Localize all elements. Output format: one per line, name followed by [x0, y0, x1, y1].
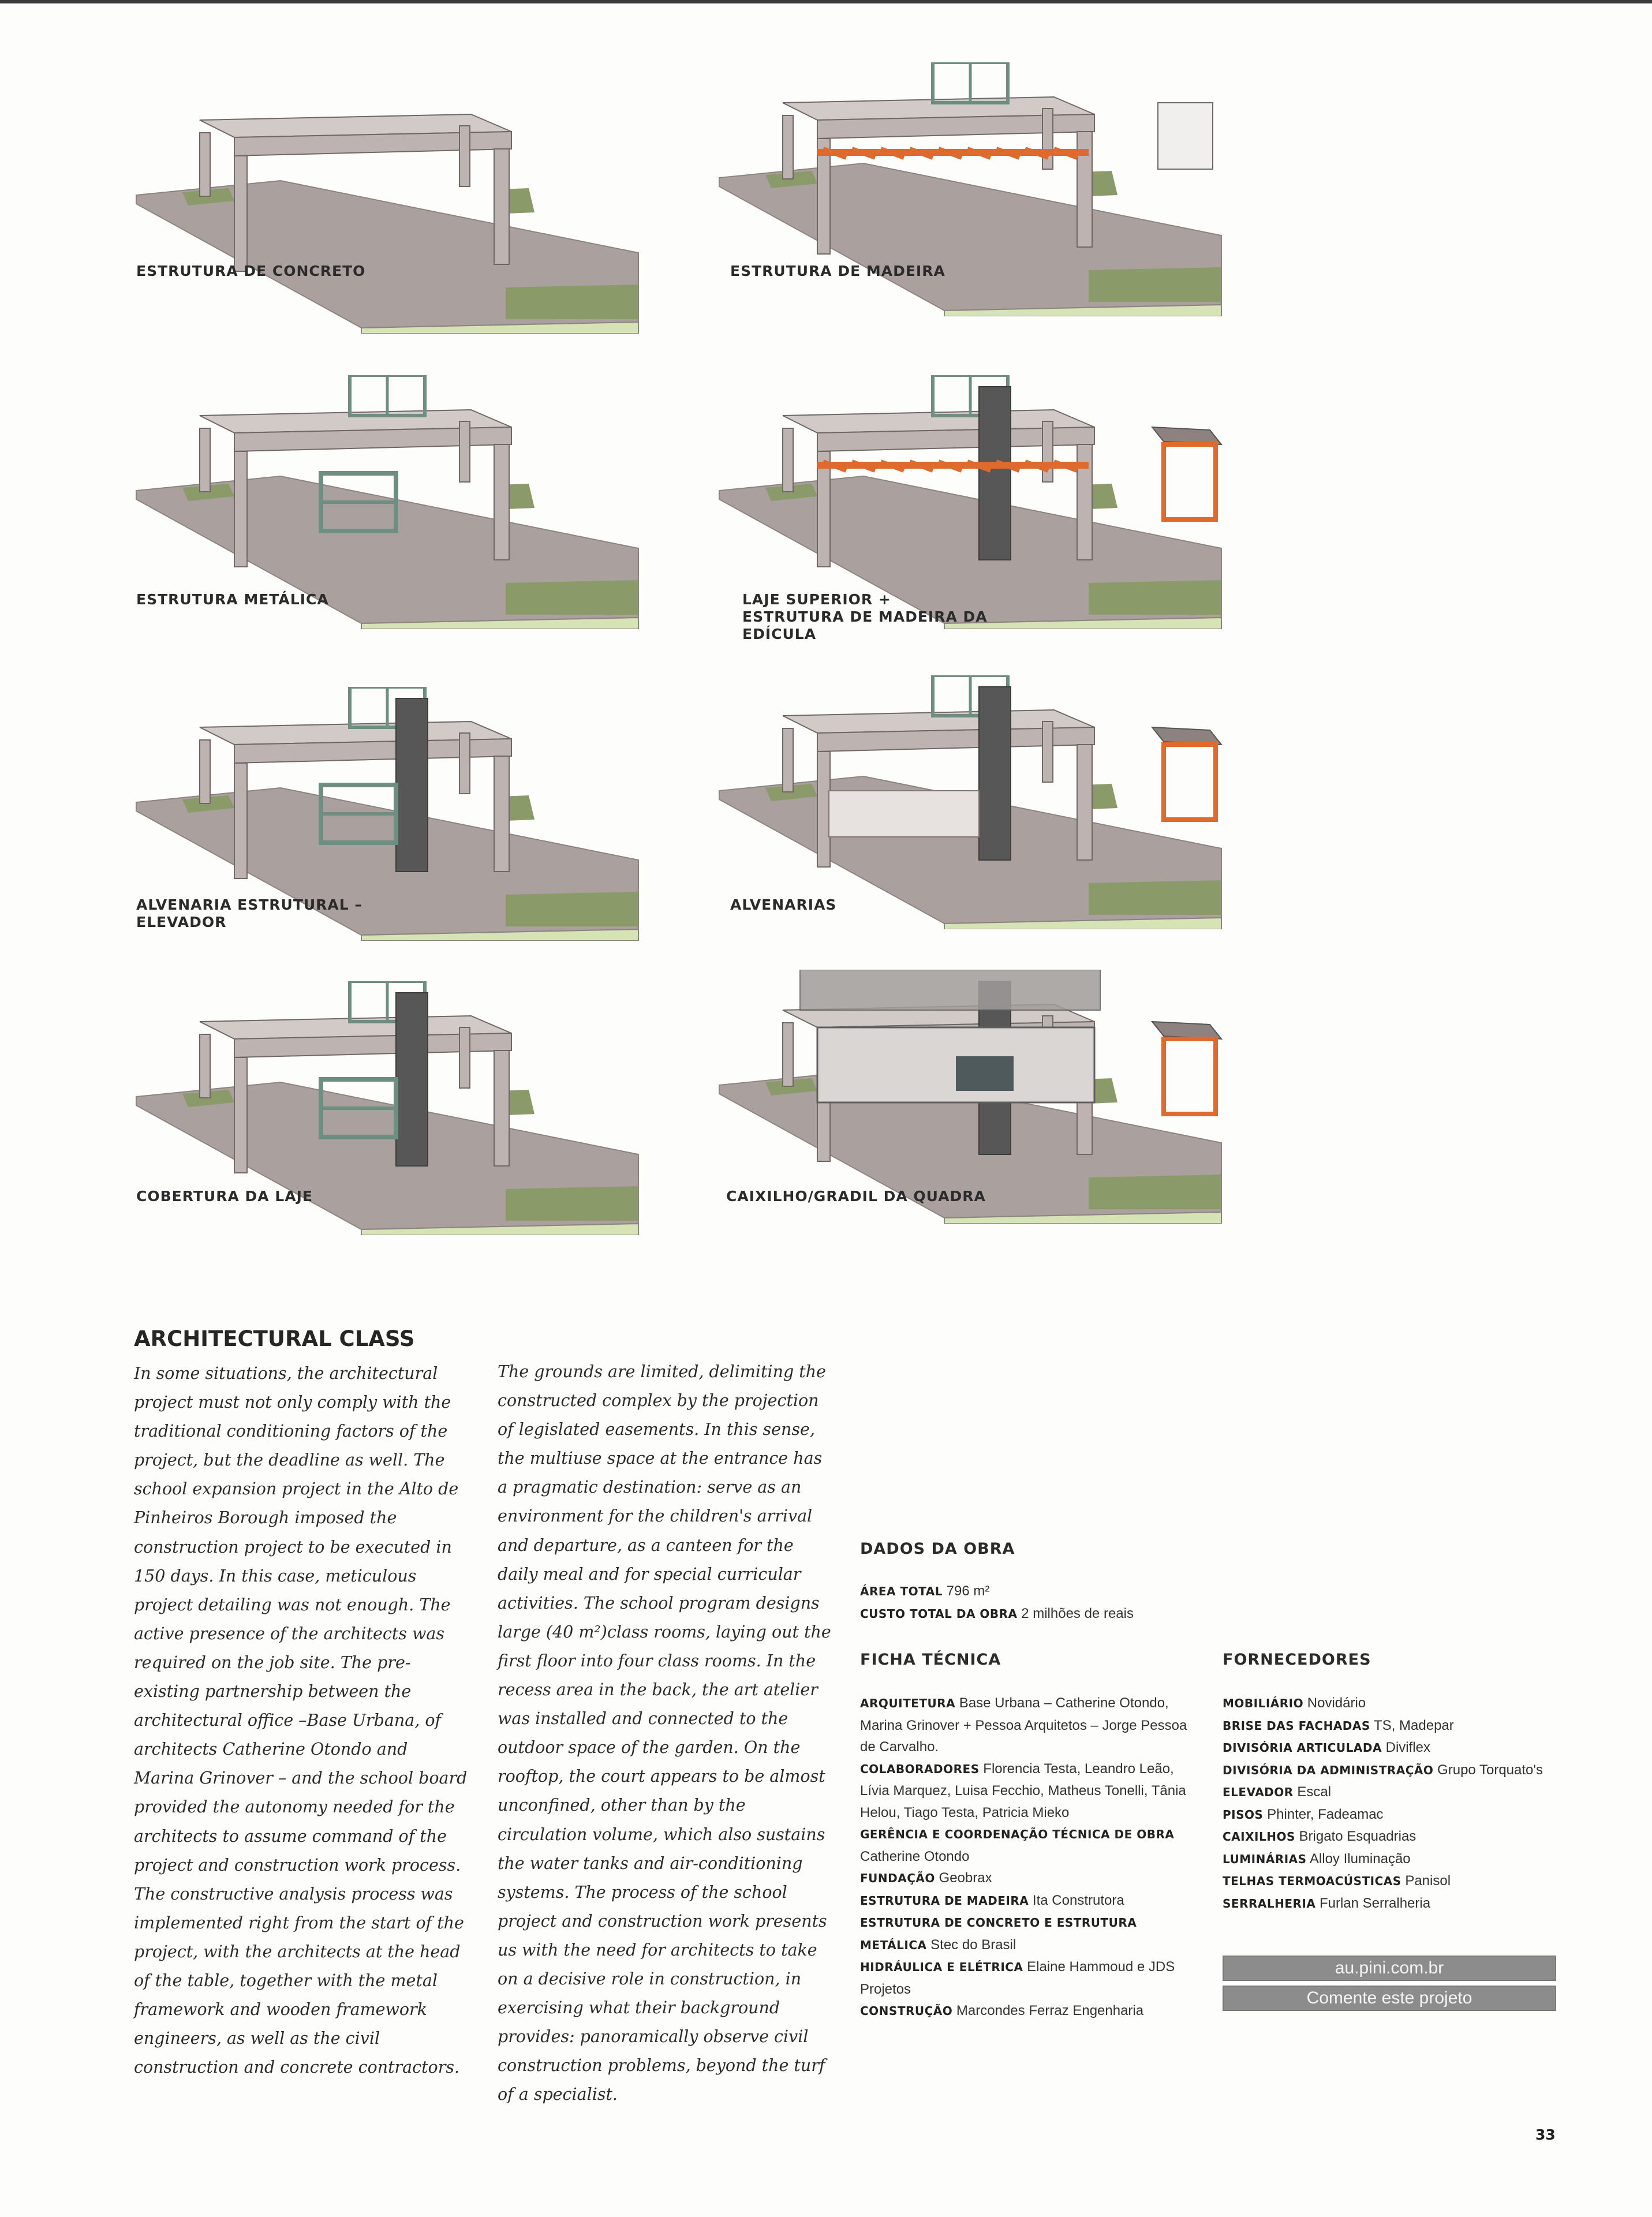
- caption-upper-slab-annex: LAJE SUPERIOR + ESTRUTURA DE MADEIRA DA EDÍCULA: [742, 591, 988, 642]
- dados-item: [860, 1580, 1183, 1603]
- fornecedores-item-value: Panisol: [1401, 1873, 1451, 1889]
- ficha-item-label: CONSTRUÇÃO: [860, 2004, 953, 2018]
- fornecedores-item: [1223, 1848, 1569, 1871]
- diagram-masonry: [713, 675, 1325, 929]
- ficha-title: FICHA TÉCNICA: [860, 1651, 1001, 1669]
- column: [234, 1057, 247, 1173]
- column: [459, 1027, 470, 1088]
- caption-timber-structure: ESTRUTURA DE MADEIRA: [730, 263, 945, 279]
- ficha-item-label: COLABORADORES: [860, 1762, 980, 1776]
- ficha-item-value: Ita Construtora: [1029, 1892, 1124, 1908]
- fornecedores-title: FORNECEDORES: [1223, 1651, 1371, 1669]
- lawn-right: [1089, 580, 1221, 615]
- ficha-item: [860, 1890, 1195, 1912]
- ficha-item: [860, 1912, 1195, 1956]
- fornecedores-item-label: MOBILIÁRIO: [1223, 1696, 1304, 1710]
- dados-list: [860, 1580, 1183, 1625]
- fornecedores-item-label: PISOS: [1223, 1807, 1264, 1822]
- fornecedores-item-value: Brigato Esquadrias: [1295, 1829, 1416, 1844]
- annex-roof: [1152, 727, 1221, 745]
- timber-ledger: [817, 149, 1089, 156]
- ficha-item: [860, 1956, 1195, 2000]
- fornecedores-item-value: Grupo Torquato's: [1433, 1762, 1543, 1778]
- annex-timber-frame: [1164, 745, 1216, 820]
- column: [494, 756, 509, 872]
- article-column-2-text: The grounds are limited, delimiting the constructed complex by the projection of legislated easements. In this sense, the multiuse space at the entrance has a pragmatic destination: serve as an environment for the children's arrival and departure, as a canteen for the daily meal and for special curricular activities. The school program designs large (40 m²)class rooms, laying out the first floor into four class rooms. In the recess area in the back, the art atelier was installed and connected to the outdoor space of the garden. On the rooftop, the court appears to be almost unconfined, other than by the circulation volume, which also sustains the water tanks and air-conditioning systems. The process of the school project and construction work presents us with the need for architects to take on a decisive role in construction, in exercising what their background provides: panoramically observe civil construction problems, beyond the turf of a specialist.: [498, 1362, 831, 2104]
- ficha-item-label: ARQUITETURA: [860, 1696, 956, 1710]
- ficha-item: [860, 1823, 1195, 1867]
- fornecedores-item-value: Diviflex: [1381, 1740, 1430, 1755]
- ficha-item-value: Catherine Otondo: [860, 1848, 970, 1864]
- column: [783, 428, 793, 492]
- column: [234, 451, 247, 567]
- fornecedores-item-label: DIVISÓRIA ARTICULADA: [1223, 1741, 1382, 1755]
- ficha-item-label: FUNDAÇÃO: [860, 1871, 935, 1885]
- fornecedores-item: [1223, 1759, 1569, 1782]
- column: [459, 421, 470, 482]
- masonry-wall: [829, 791, 979, 837]
- ficha-item-value: Elaine Hammoud e JDS Projetos: [860, 1959, 1175, 1997]
- column: [1077, 745, 1092, 860]
- top-rule: [0, 0, 1652, 3]
- caption-structural-masonry-elevator: ALVENARIA ESTRUTURAL – ELEVADOR: [136, 896, 362, 930]
- ficha-item-value: Base Urbana – Catherine Otondo, Marina Grinover + Pessoa Arquitetos – Jorge Pessoa de Carvalho.: [860, 1695, 1187, 1755]
- dados-item-value: 796 m²: [942, 1583, 990, 1599]
- fornecedores-item-label: SERRALHERIA: [1223, 1896, 1316, 1911]
- column: [234, 763, 247, 878]
- column: [494, 149, 509, 264]
- ficha-item-value: Stec do Brasil: [926, 1936, 1016, 1953]
- dados-title: DADOS DA OBRA: [860, 1540, 1015, 1558]
- article-column-1: [134, 1359, 469, 2082]
- lawn-right: [1089, 880, 1221, 915]
- elevator-core: [396, 698, 428, 872]
- column: [200, 740, 210, 803]
- fornecedores-item-value: Phinter, Fadeamac: [1263, 1806, 1384, 1822]
- ficha-item-label: HIDRÁULICA E ELÉTRICA: [860, 1960, 1023, 1974]
- annex-timber-frame: [1164, 444, 1216, 519]
- ficha-item-label: ESTRUTURA DE CONCRETO E ESTRUTURA METÁLICA: [860, 1916, 1137, 1952]
- dados-item-value: 2 milhões de reais: [1017, 1605, 1134, 1621]
- fornecedores-item-label: CAIXILHOS: [1223, 1830, 1295, 1844]
- column: [200, 133, 210, 196]
- annex-roof: [1152, 1022, 1221, 1039]
- ficha-item-value: Marcondes Ferraz Engenharia: [952, 2003, 1144, 2018]
- dados-item: [860, 1603, 1183, 1625]
- caption-slab-roofing: COBERTURA DA LAJE: [136, 1188, 313, 1205]
- annex-volume: [1158, 103, 1213, 169]
- fornecedores-item-label: LUMINÁRIAS: [1223, 1852, 1307, 1866]
- fornecedores-item-value: Furlan Serralheria: [1315, 1895, 1431, 1911]
- column: [494, 1050, 509, 1166]
- column: [1042, 109, 1053, 169]
- lawn-right: [506, 892, 638, 926]
- caption-concrete-structure: ESTRUTURA DE CONCRETO: [136, 263, 366, 279]
- ficha-list: [860, 1692, 1195, 2022]
- column: [783, 115, 793, 179]
- fornecedores-item-label: ELEVADOR: [1223, 1785, 1294, 1799]
- court-mesh: [800, 970, 1100, 1010]
- dados-item-label: CUSTO TOTAL DA OBRA: [860, 1606, 1018, 1621]
- column: [817, 752, 830, 867]
- article-column-2: [498, 1358, 832, 2109]
- fornecedores-item: [1223, 1826, 1569, 1848]
- elevator-core: [396, 993, 428, 1166]
- fornecedores-item-value: TS, Madepar: [1370, 1717, 1454, 1733]
- fornecedores-item: [1223, 1781, 1569, 1804]
- facade-window: [956, 1056, 1014, 1091]
- diagram-window-frames-court: [713, 970, 1325, 1224]
- timber-ledger: [817, 462, 1089, 469]
- column: [459, 126, 470, 186]
- ficha-item: [860, 1692, 1195, 1758]
- column: [234, 156, 247, 271]
- column: [200, 1034, 210, 1098]
- ficha-item-label: ESTRUTURA DE MADEIRA: [860, 1893, 1029, 1908]
- fornecedores-item-value: Novidário: [1303, 1695, 1366, 1711]
- column: [494, 444, 509, 560]
- column: [783, 728, 793, 792]
- lawn-right: [1089, 1175, 1221, 1209]
- fornecedores-list: [1223, 1692, 1569, 1915]
- ficha-item: [860, 1867, 1195, 1890]
- elevator-core: [979, 687, 1011, 860]
- fornecedores-item: [1223, 1715, 1569, 1737]
- column: [783, 1023, 793, 1086]
- lawn-right: [506, 285, 638, 319]
- annex-roof: [1152, 427, 1221, 444]
- lawn-right: [506, 1186, 638, 1221]
- column: [1042, 721, 1053, 782]
- lawn-right: [506, 580, 638, 615]
- page-number: 33: [1535, 2126, 1556, 2143]
- column: [459, 733, 470, 794]
- comment-link[interactable]: Comente este projeto: [1223, 1986, 1556, 2011]
- dados-item-label: ÁREA TOTAL: [860, 1584, 943, 1598]
- column: [1042, 421, 1053, 482]
- article-heading: ARCHITECTURAL CLASS: [134, 1326, 415, 1351]
- ficha-item-value: Florencia Testa, Leandro Leão, Lívia Marquez, Luisa Fecchio, Matheus Tonelli, Tânia Helou, Tiago Testa, Patricia Mieko: [860, 1760, 1186, 1820]
- fornecedores-item-value: Escal: [1293, 1784, 1332, 1800]
- fornecedores-item: [1223, 1870, 1569, 1893]
- fornecedores-item: [1223, 1692, 1569, 1715]
- elevator-core: [979, 387, 1011, 560]
- ficha-item: [860, 2000, 1195, 2022]
- fornecedores-item: [1223, 1804, 1569, 1826]
- fornecedores-item-value: Alloy Iluminação: [1306, 1850, 1411, 1867]
- fornecedores-item-label: TELHAS TERMOACÚSTICAS: [1223, 1874, 1401, 1888]
- website-link[interactable]: au.pini.com.br: [1223, 1956, 1556, 1981]
- diagram-concrete-structure: [130, 80, 742, 334]
- ficha-item-label: GERÊNCIA E COORDENAÇÃO TÉCNICA DE OBRA: [860, 1827, 1175, 1841]
- fornecedores-item-label: BRISE DAS FACHADAS: [1223, 1718, 1370, 1733]
- annex-timber-frame: [1164, 1039, 1216, 1114]
- fornecedores-item: [1223, 1737, 1569, 1759]
- caption-steel-structure: ESTRUTURA METÁLICA: [136, 591, 329, 608]
- column: [200, 428, 210, 492]
- article-column-1-text: In some situations, the architectural project must not only comply with the traditional conditioning factors of the project, but the deadline as well. The school expansion project in the Alto de Pinheiros Borough imposed the construction project to be executed in 150 days. In this case, meticulous project detailing was not enough. The active presence of the architects was required on the job site. The pre-existing partnership between the architectural office –Base Urbana, of architects Catherine Otondo and Marina Grinover – and the school board provided the autonomy needed for the architects to assume command of the project and construction work process. The constructive analysis process was implemented right from the start of the project, with the architects at the head of the table, together with the metal framework and wooden framework engineers, as well as the civil construction and concrete contractors.: [134, 1364, 468, 2077]
- fornecedores-item-label: DIVISÓRIA DA ADMINISTRAÇÃO: [1223, 1763, 1434, 1777]
- caption-masonry: ALVENARIAS: [730, 896, 837, 913]
- fornecedores-item: [1223, 1893, 1569, 1915]
- ficha-item: [860, 1758, 1195, 1824]
- lawn-right: [1089, 267, 1221, 302]
- ficha-item-value: Geobrax: [935, 1870, 992, 1886]
- caption-window-frames-court: CAIXILHO/GRADIL DA QUADRA: [726, 1188, 986, 1205]
